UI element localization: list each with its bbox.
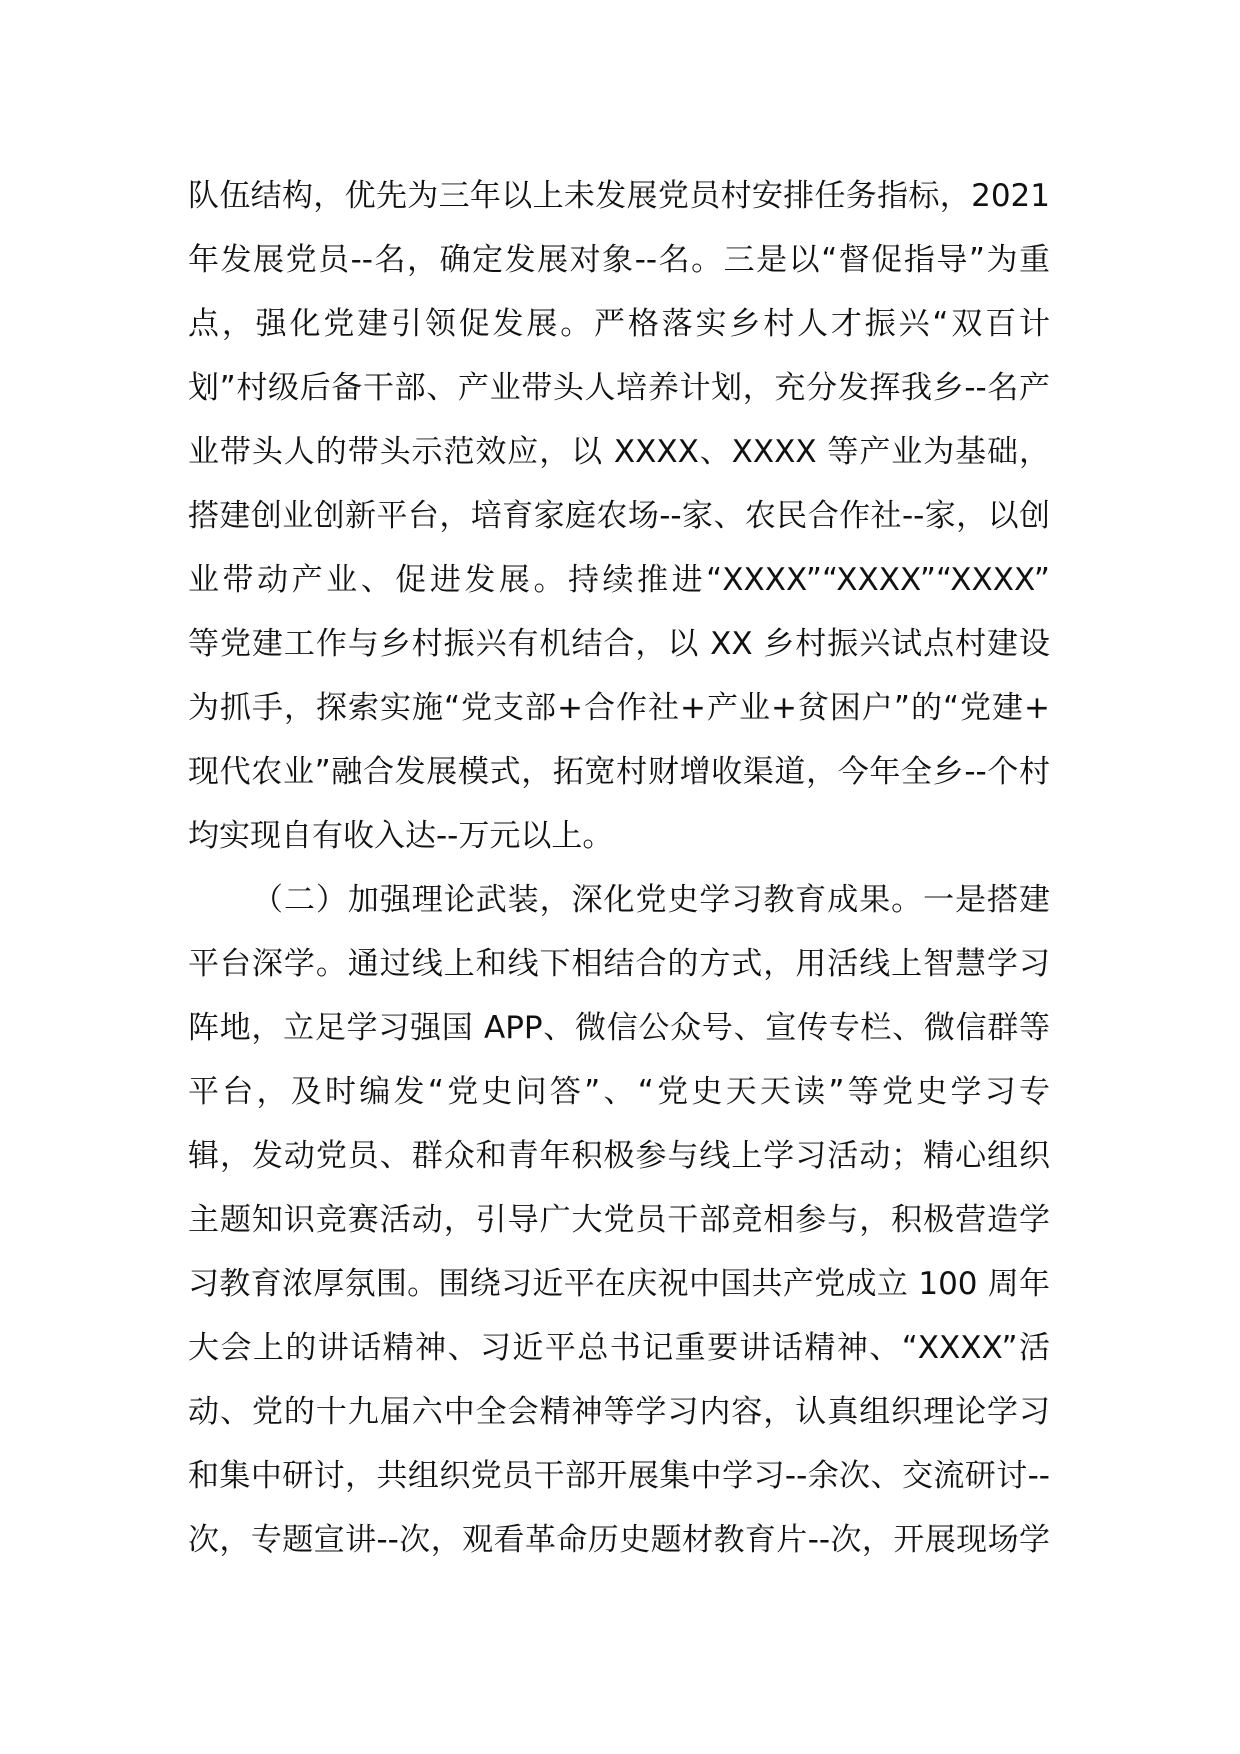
- text-line: 年发展党员--名，确定发展对象--名。三是以“督促指导”为重: [188, 242, 1050, 278]
- text-line: 主题知识竞赛活动，引导广大党员干部竞相参与，积极营造学: [188, 1202, 1050, 1238]
- text-line: 业带头人的带头示范效应，以 XXXX、XXXX 等产业为基础，: [188, 434, 1050, 470]
- text-line: 现代农业”融合发展模式，拓宽村财增收渠道，今年全乡--个村: [188, 754, 1050, 790]
- text-line: 辑，发动党员、群众和青年积极参与线上学习活动；精心组织: [188, 1138, 1050, 1174]
- section-heading-line: （二）加强理论武装，深化党史学习教育成果。一是搭建: [252, 882, 1050, 918]
- paragraph-theory-study: [188, 868, 1050, 1572]
- text-line: 划”村级后备干部、产业带头人培养计划，充分发挥我乡--名产: [188, 370, 1050, 406]
- text-line: 平台，及时编发“党史问答”、“党史天天读”等党史学习专: [188, 1074, 1050, 1110]
- text-line: 平台深学。通过线上和线下相结合的方式，用活线上智慧学习: [188, 946, 1050, 982]
- text-line: 和集中研讨，共组织党员干部开展集中学习--余次、交流研讨--: [188, 1458, 1050, 1494]
- paragraph-party-building: [188, 164, 1050, 868]
- text-line: 业带动产业、促进发展。持续推进“XXXX”“XXXX”“XXXX”: [188, 562, 1050, 598]
- text-line: 点，强化党建引领促发展。严格落实乡村人才振兴“双百计: [188, 306, 1050, 342]
- text-line: 动、党的十九届六中全会精神等学习内容，认真组织理论学习: [188, 1394, 1050, 1430]
- text-line: 搭建创业创新平台，培育家庭农场--家、农民合作社--家，以创: [188, 498, 1050, 534]
- text-line: 为抓手，探索实施“党支部+合作社+产业+贫困户”的“党建+: [188, 690, 1050, 726]
- text-line: 阵地，立足学习强国 APP、微信公众号、宣传专栏、微信群等: [188, 1010, 1050, 1046]
- text-line: 等党建工作与乡村振兴有机结合，以 XX 乡村振兴试点村建设: [188, 626, 1050, 662]
- text-line: 习教育浓厚氛围。围绕习近平在庆祝中国共产党成立 100 周年: [188, 1266, 1050, 1302]
- text-line: 大会上的讲话精神、习近平总书记重要讲话精神、“XXXX”活: [188, 1330, 1050, 1366]
- text-line: 次，专题宣讲--次，观看革命历史题材教育片--次，开展现场学: [188, 1522, 1050, 1558]
- text-line: 均实现自有收入达--万元以上。: [188, 818, 614, 854]
- text-line: 队伍结构，优先为三年以上未发展党员村安排任务指标，2021: [188, 178, 1050, 214]
